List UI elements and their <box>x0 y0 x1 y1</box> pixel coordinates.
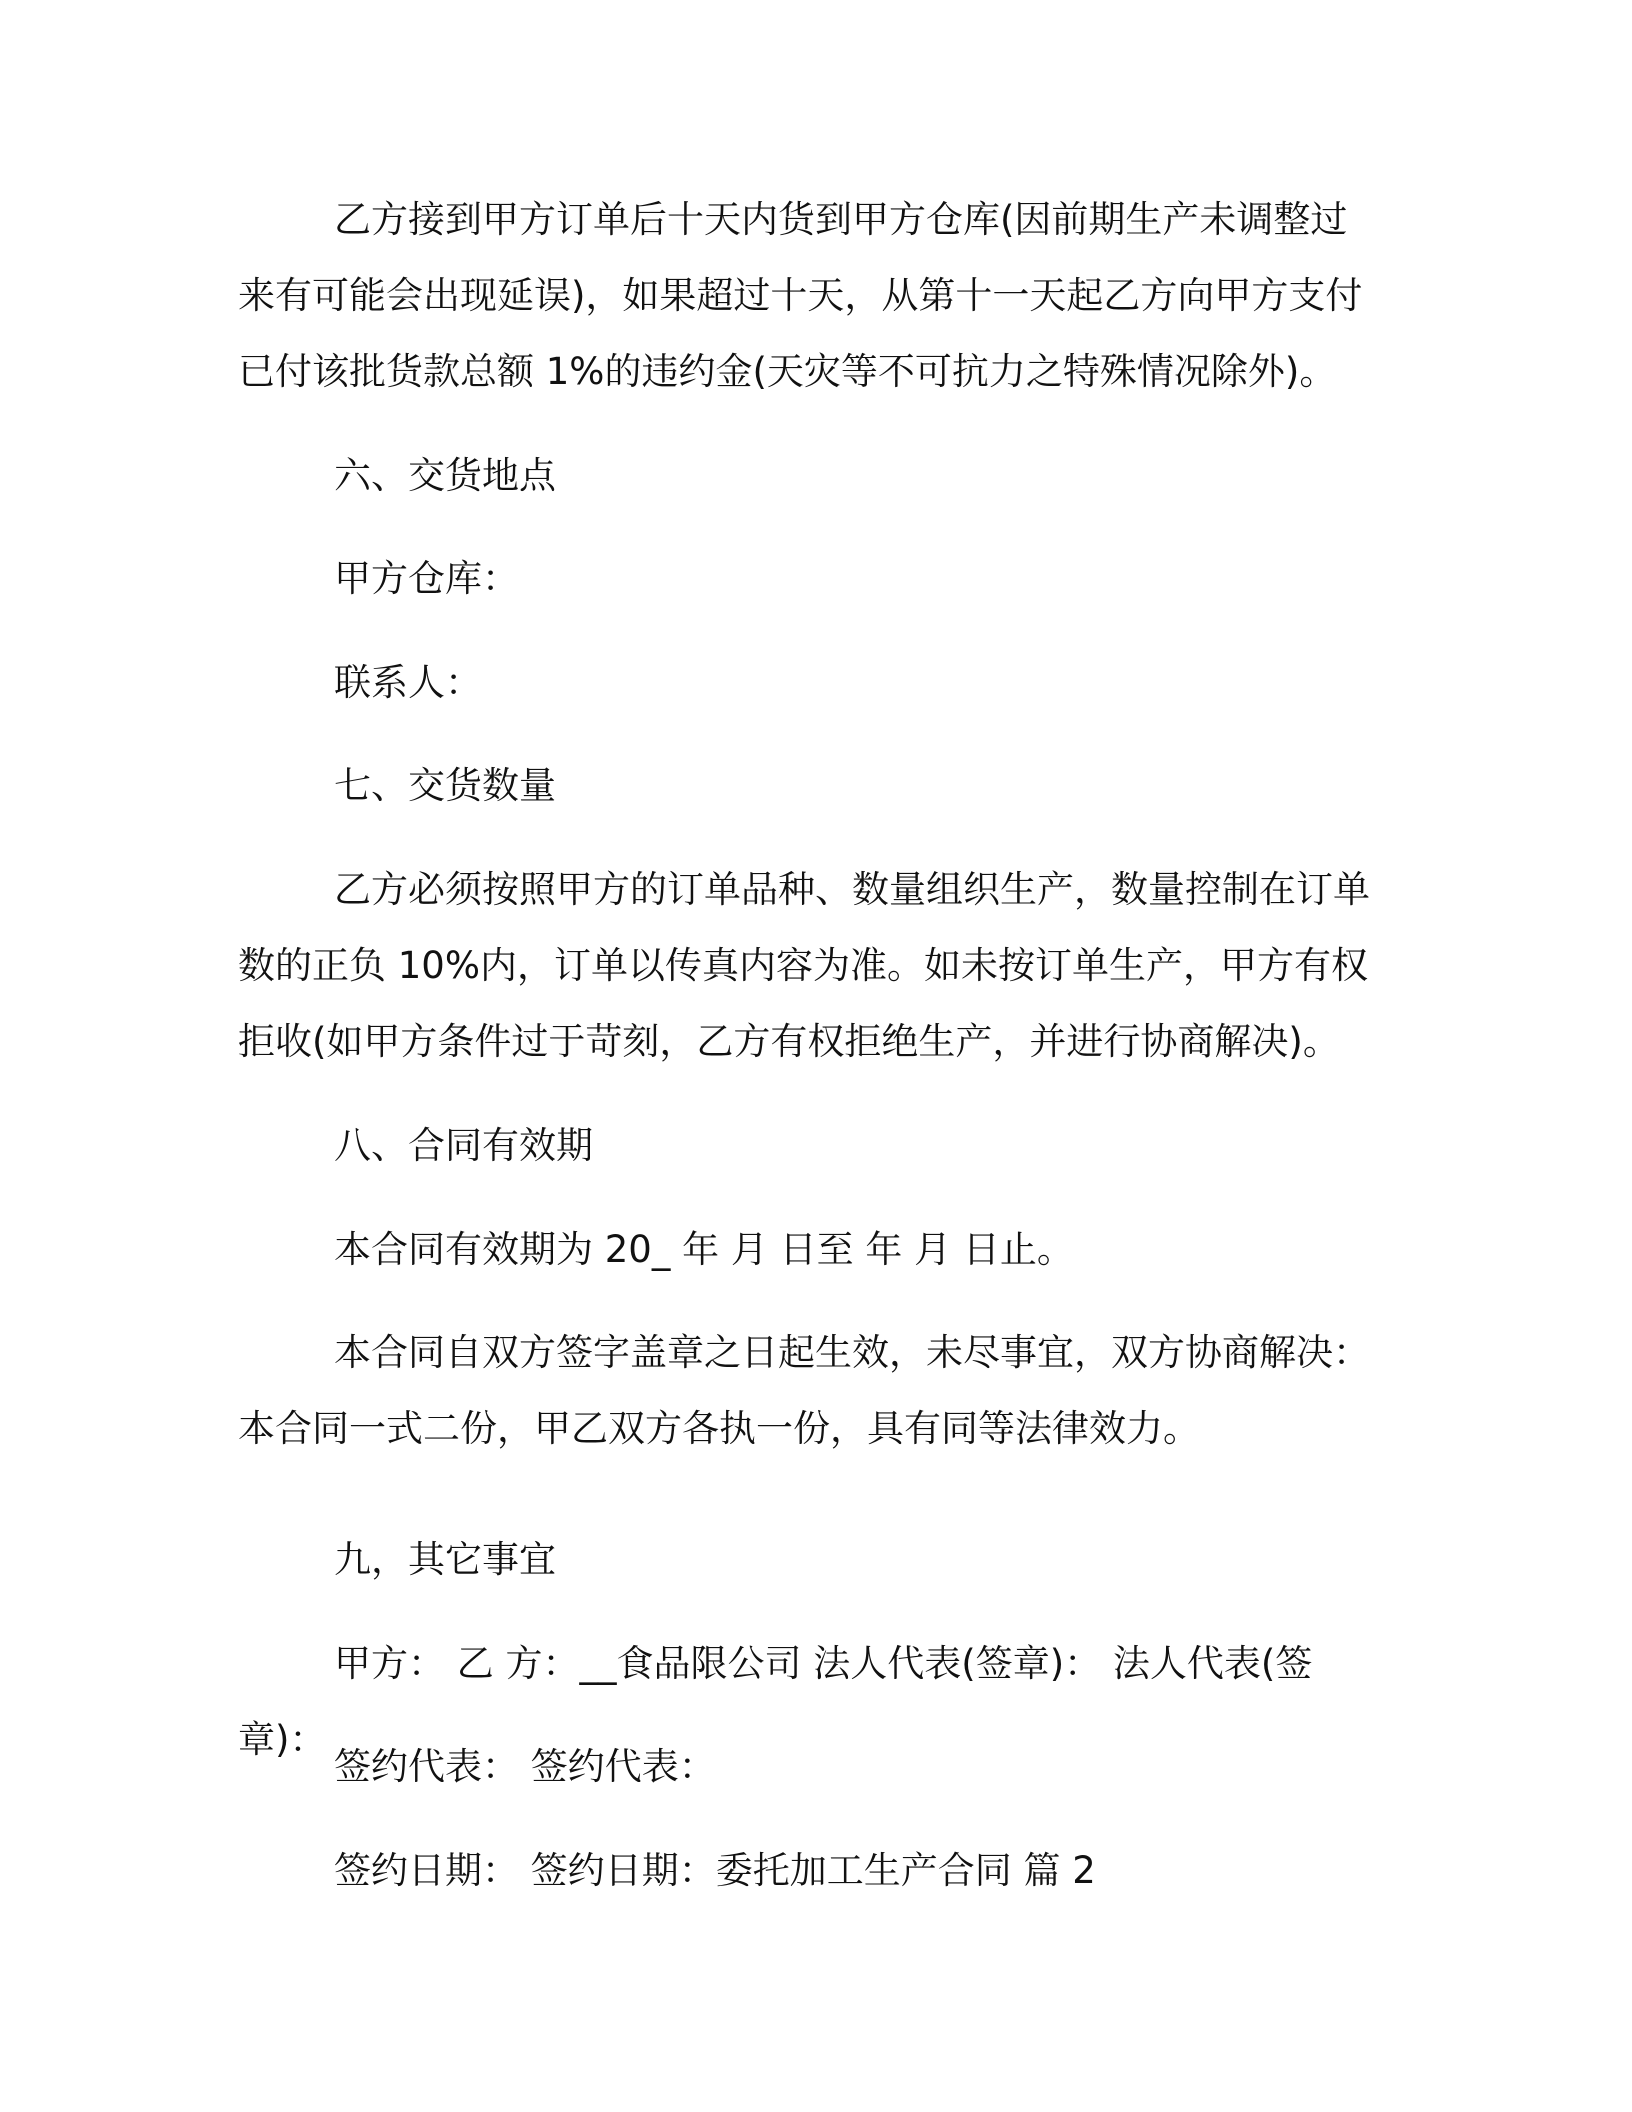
heading-contract-validity: 八、合同有效期 <box>334 1124 593 1167</box>
paragraph-delivery-terms: 乙方接到甲方订单后十天内货到甲方仓库(因前期生产未调整过来有可能会出现延误)，如果超过十天，从第十一天起乙方向甲方支付已付该批货款总额 1%的违约金(天灾等不可抗力之特殊情况除外)。 <box>238 198 1363 393</box>
paragraph-effectiveness: 本合同自双方签字盖章之日起生效，未尽事宜，双方协商解决：本合同一式二份，甲乙双方各执一份，具有同等法律效力。 <box>238 1331 1370 1450</box>
heading-delivery-location: 六、交货地点 <box>334 454 556 497</box>
field-party-a-warehouse: 甲方仓库： <box>334 557 519 600</box>
signature-dates-line: 签约日期： 签约日期：委托加工生产合同 篇 2 <box>334 1849 1096 1892</box>
signature-parties-line: 甲方： 乙 方：__食品限公司 法人代表(签章)： 法人代表(签章)： <box>238 1642 1313 1761</box>
heading-delivery-quantity: 七、交货数量 <box>334 764 556 807</box>
field-contact-person: 联系人： <box>334 661 482 704</box>
signature-representatives: 签约代表： 签约代表： <box>334 1745 716 1788</box>
paragraph-validity-period: 本合同有效期为 20_ 年 月 日至 年 月 日止。 <box>334 1228 1074 1271</box>
heading-other-matters: 九，其它事宜 <box>334 1538 556 1581</box>
paragraph-quantity-terms: 乙方必须按照甲方的订单品种、数量组织生产，数量控制在订单数的正负 10%内，订单以传真内容为准。如未按订单生产，甲方有权拒收(如甲方条件过于苛刻，乙方有权拒绝生产，并进行协商解决)。 <box>238 868 1370 1063</box>
